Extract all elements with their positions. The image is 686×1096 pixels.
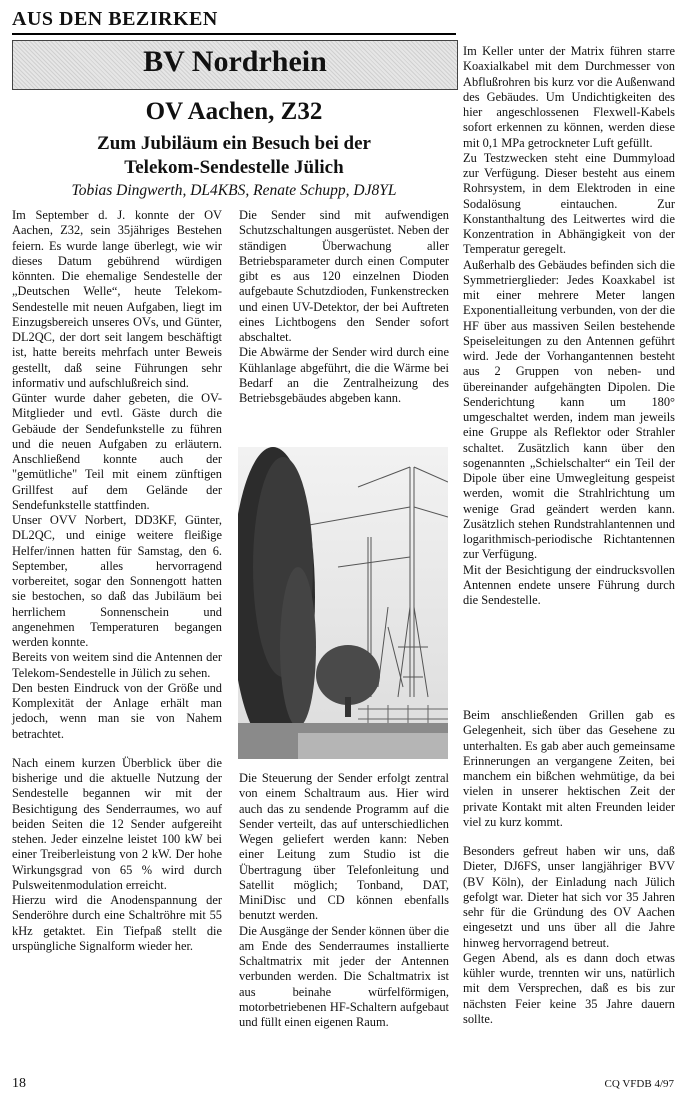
paragraph: Die Sender sind mit aufwendigen Schutzschaltungen ausgerüstet. Neben der ständigen Überwachung aller Betriebsparameter durch einen Computer gibt es aus 120 einzelnen Dioden aufgebaute Schutzdioden, Funkenstrecken und einen UV-Detektor, der bei Auftreten eines Lichtbogens den Sender sofort abschaltet. (239, 208, 449, 344)
paragraph: Den besten Eindruck von der Größe und Komplexität der Anlage erhält man jedoch, wenn man sie von Nahem betrachtet. (12, 680, 222, 741)
paragraph: Mit der Besichtigung der eindrucksvollen Antennen endete unsere Führung durch die Sendestelle. (463, 562, 675, 607)
paragraph: Im Keller unter der Matrix führen starre Koaxialkabel mit dem Durchmesser von Abflußrohren bis kurz vor die Außenwand des Gebäudes. Um Undichtigkeiten des hier angeschlossenen Flexwell-Kabels sofort erkennen zu können, werden diese mit 0,1 MPa getrockneter Luft gefüllt. (463, 44, 675, 150)
paragraph: Die Steuerung der Sender erfolgt zentral von einem Schaltraum aus. Hier wird auch das zu sendende Programm auf die Sender verteilt, das auf unterschiedlichen Wegen geliefert werden kann: Neben einer Leitung zum Studio ist die Übertragung über Telefonleitung und Satellit möglich; Tonband, DAT, MiniDisc und CD können ebenfalls benutzt werden. (239, 771, 449, 923)
column-2-bottom (239, 771, 449, 1030)
antenna-photo-image (238, 447, 448, 759)
byline: Tobias Dingwerth, DL4KBS, Renate Schupp, DJ8YL (71, 182, 397, 199)
headline-line1: Zum Jubiläum ein Besuch bei der (97, 133, 371, 154)
section-label: AUS DEN BEZIRKEN (12, 8, 456, 35)
paragraph: Bereits von weitem sind die Antennen der Telekom-Sendestelle in Jülich zu sehen. (12, 650, 222, 680)
paragraph: Zu Testzwecken steht eine Dummyload zur Verfügung. Dieser besteht aus einem Rohrsystem, in dem Elektroden in eine Sodalösung eintauchen. Zur Konstanthaltung des Leitwertes wird die Konzentration in Abhängigkeit von der Temperatur geregelt. (463, 150, 675, 257)
ov-title: OV Aachen, Z32 (145, 98, 323, 125)
paragraph: Außerhalb des Gebäudes befinden sich die Symmetrierglieder: Jedes Koaxkabel ist mit einer mehrere Meter langen Exponentialleitung verbunden, von der die HF über aus massiven Seilen bestehende Speiseleitungen zu den Antennen geführt wird. Jede der Vorhangantennen besteht aus 2 Gruppen von neben- und übereinander aufgehängten Dipolen. Die Senderichtung kann um 180° umgeschaltet werden, indem man jeweils eine Gruppe als Reflektor oder Strahler schaltet. Zusätzlich kann über den sogenannten „Schielschalter“ ein Teil der Dipole über eine Umwegleitung gespeist werden, womit die Strahlrichtung um wenige Grad geändert werden kann. Zusätzlich stehen Rundstrahlantennen und logarithmisch-periodische Richtantennen zur Verfügung. (463, 257, 675, 562)
column-3-top (463, 44, 675, 608)
paragraph-gap (12, 742, 222, 756)
paragraph: Beim anschließenden Grillen gab es Gelegenheit, sich über das Gesehene zu unterhalten. Es gab aber auch gemeinsame Erinnerungen an vergangene Zeiten, bei manchem ein bißchen wehmütige, da bei vielen in unserer hektischen Zeit der private Kontakt mit alten Freunden leider viel zu kurz kommt. (463, 708, 675, 829)
paragraph: Gegen Abend, als es dann doch etwas kühler wurde, trennten wir uns, natürlich mit dem Versprechen, daß es bis zur nächsten Feier keine 35 Jahre dauern sollte. (463, 950, 675, 1026)
column-1 (12, 208, 222, 954)
bv-title: BV Nordrhein (143, 45, 327, 78)
paragraph: Besonders gefreut haben wir uns, daß Dieter, DJ6FS, unser langjähriger BVV (BV Köln), der Einladung nach Jülich gefolgt war. Dieter hat sich vor 35 Jahren sehr für die Gründung des OV Aachen eingesetzt und uns über all die Jahre hinweg hervorragend betreut. (463, 844, 675, 950)
magazine-issue: CQ VFDB 4/97 (604, 1078, 674, 1090)
column-3-bottom (463, 708, 675, 1027)
page-number: 18 (12, 1076, 26, 1091)
paragraph: Nach einem kurzen Überblick über die bisherige und die aktuelle Nutzung der Sendestelle begannen wir mit der Besichtigung des Senderraumes, wo auf beiden Seiten die 12 Sender aufgereiht stehen. Jeder einzelne leistet 100 kW bei einer Treiberleistung von 2 kW. Der hohe Wirkungsgrad von 65 % wird durch Pulsweitenmodulation erreicht. (12, 755, 222, 892)
headline-line2: Telekom-Sendestelle Jülich (124, 157, 344, 178)
paragraph: Günter wurde daher gebeten, die OV-Mitglieder und evtl. Gäste durch die Gebäude der Sendefunkstelle zu führen und die neuen Aufgaben zu erläutern. Anschließend konnte auch der "gemütliche" Teil mit einem zünftigen Grillfest auf dem Gelände der Sendefunkstelle stattfinden. (12, 391, 222, 512)
paragraph: Im September d. J. konnte der OV Aachen, Z32, sein 35jähriges Bestehen feiern. Es wurde lange überlegt, wie wir dieses Datum gebührend würdigen könnten. Die ehemalige Sendestelle der „Deutschen Welle“, heute Telekom-Sendestelle mit neuen Aufgaben, liegt im Einzugsbereich unseres OVs, und Günter, DL2QC, der dort seit langem beschäftigt ist, hatte bereits mehrfach unter Beweis gestellt, daß seine Führungen sehr informativ und aufschlußreich sind. (12, 208, 222, 390)
paragraph: Die Abwärme der Sender wird durch eine Kühlanlage abgeführt, die die Wärme bei Bedarf an die Zentralheizung des Betriebsgebäudes abgeben kann. (239, 345, 449, 405)
headline (12, 132, 456, 180)
bv-title-box (12, 40, 458, 90)
paragraph: Hierzu wird die Anodenspannung der Senderöhre durch eine Schaltröhre mit 55 kHz getaktet. Ein Tiefpaß stellt die urspüngliche Signalform wieder her. (12, 893, 222, 953)
column-2-top (239, 208, 449, 406)
antenna-photo (238, 447, 448, 759)
paragraph: Unser OVV Norbert, DD3KF, Günter, DL2QC, und einige weitere fleißige Helfer/innen hatten für Samstag, den 6. September, alles hervorragend vorbereitet, sogar den Sonnengott hatten sie bestochen, so daß das Jubiläum bei herrlichem Sonnenschein und angenehmen Temperaturen begangen werden konnte. (12, 513, 222, 649)
paragraph: Die Ausgänge der Sender können über die am Ende des Senderraumes installierte Schaltmatrix mit jeder der Antennen verbunden werden. Die Schaltmatrix ist aus beinahe würfelförmigen, motorbetriebenen HF-Schaltern aufgebaut und füllt einen eigenen Raum. (239, 923, 449, 1029)
paragraph-gap (463, 830, 675, 844)
